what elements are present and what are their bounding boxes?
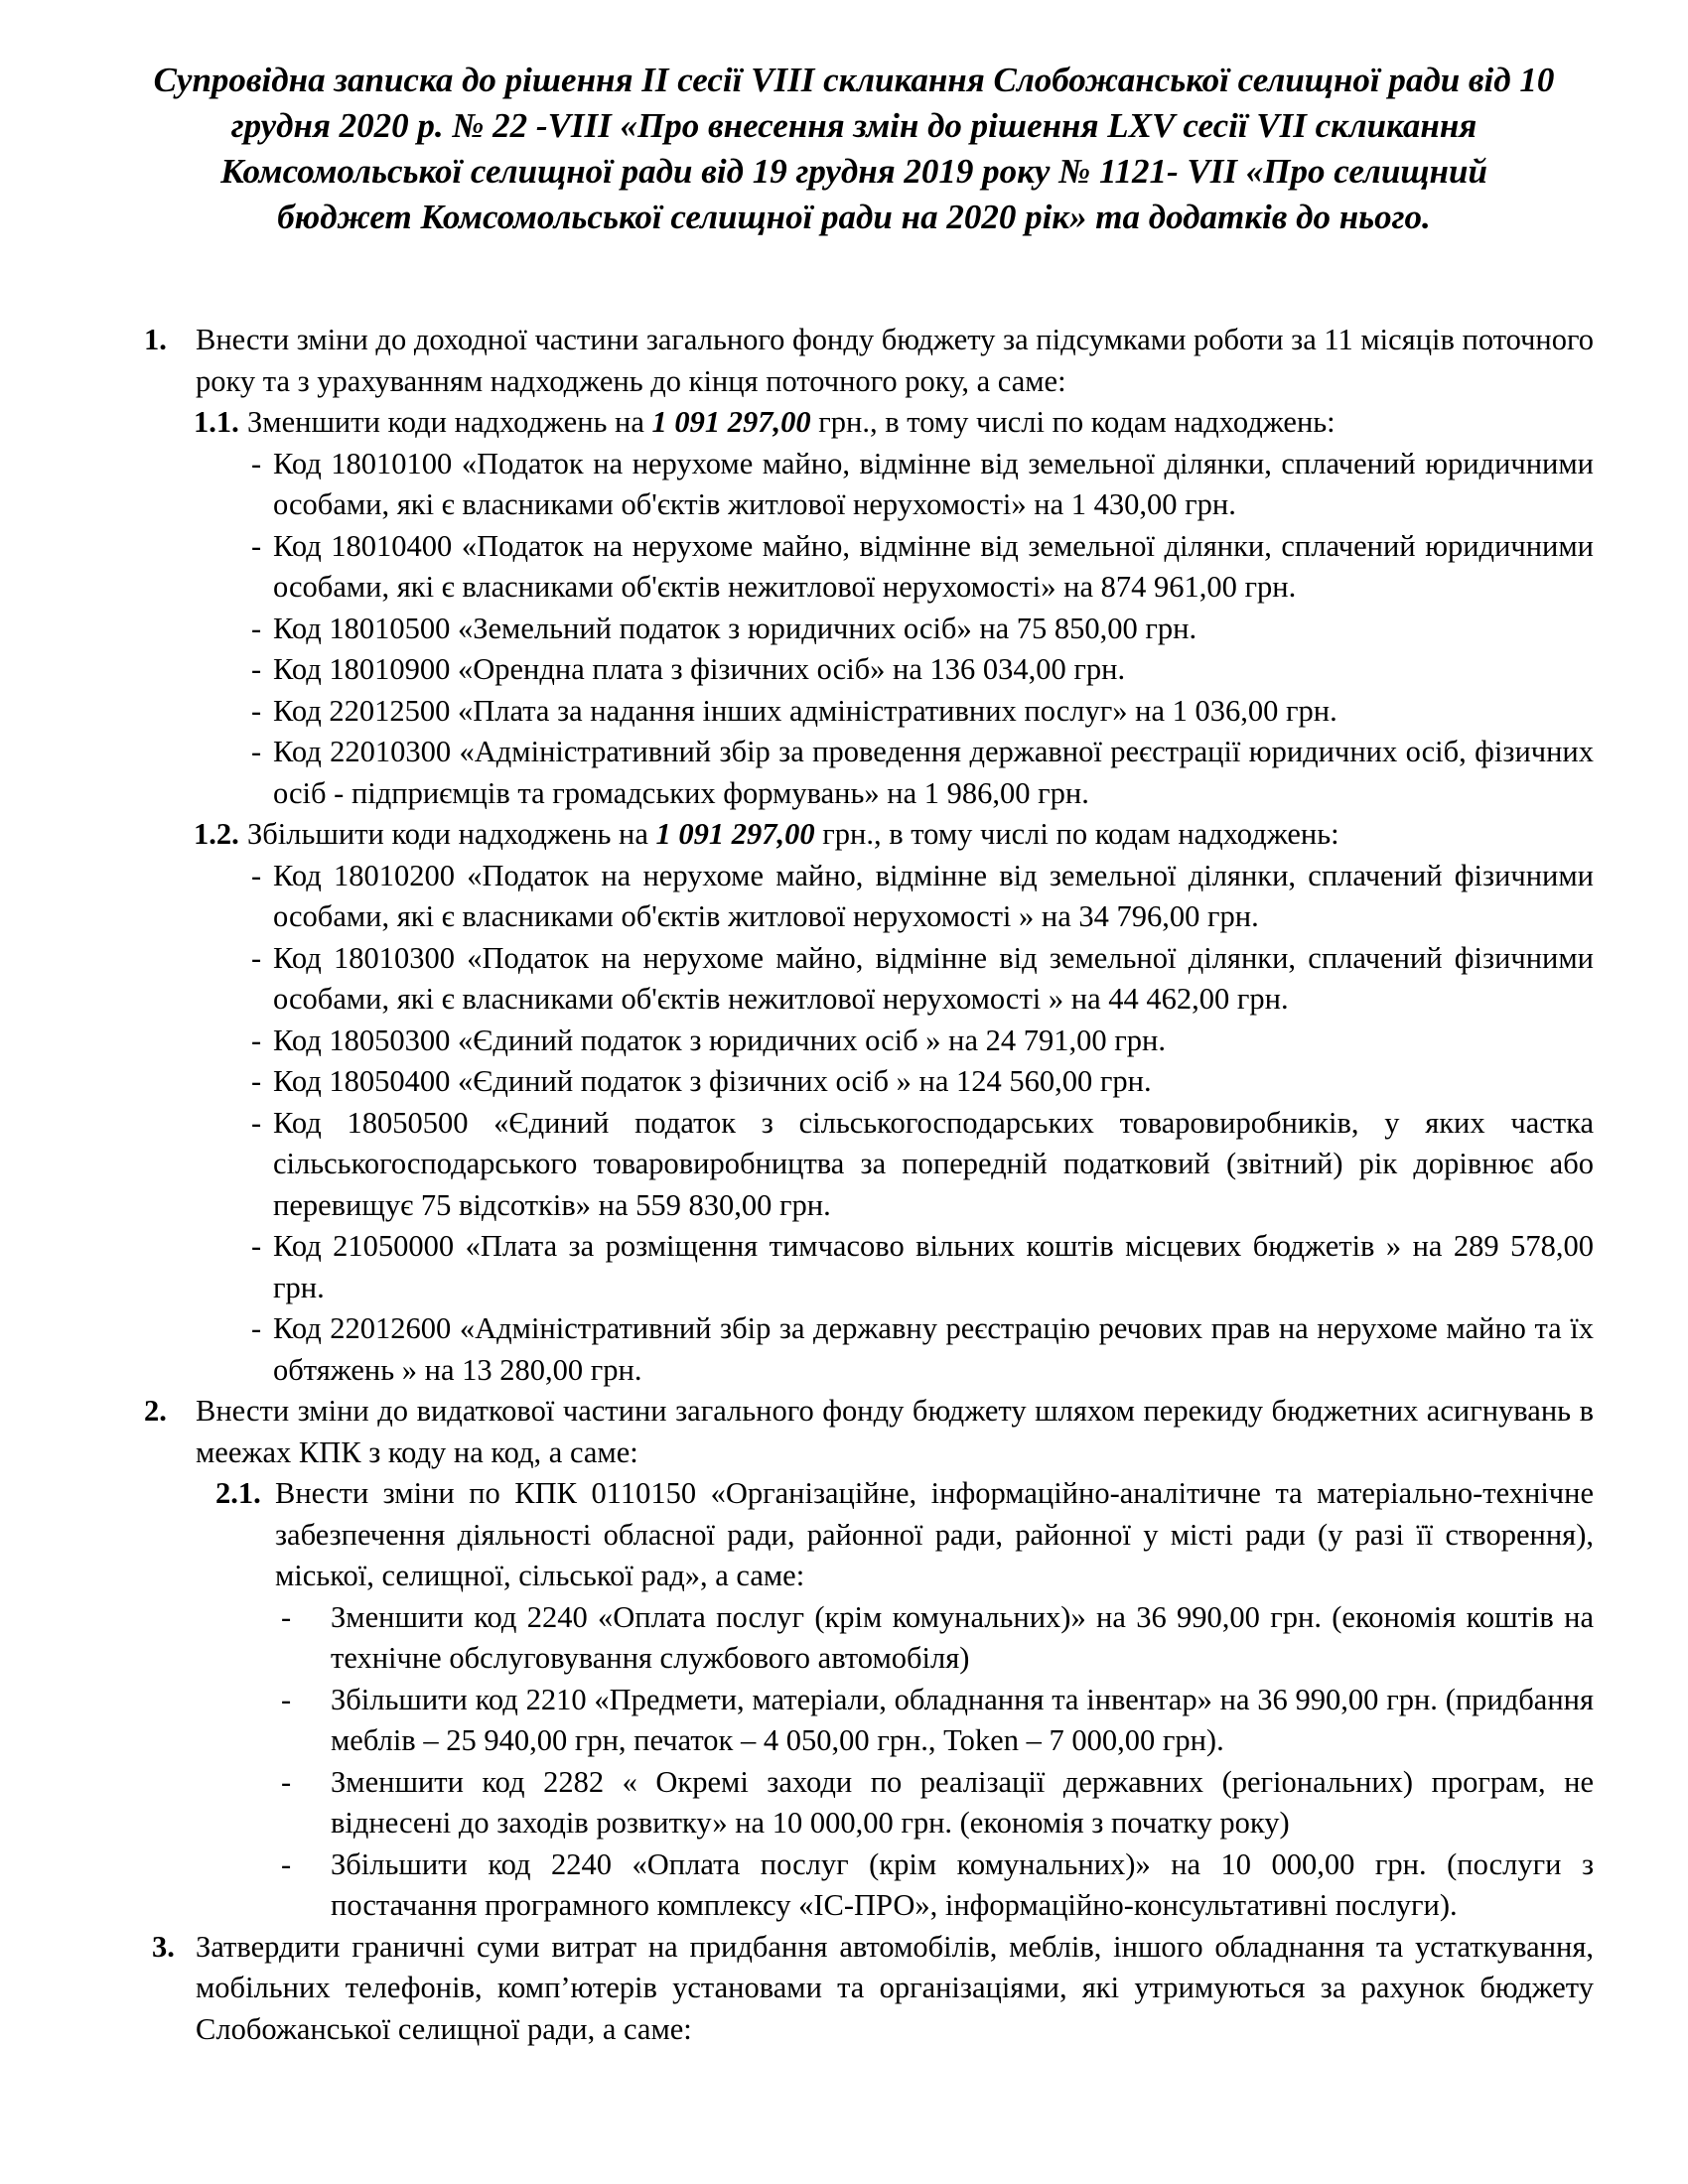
section-3 bbox=[152, 1927, 1594, 2051]
section-1 bbox=[144, 320, 1594, 402]
list-item bbox=[251, 1061, 1594, 1103]
dash-marker: - bbox=[251, 1023, 262, 1057]
subsection-1-2-number: 1.2. bbox=[194, 817, 239, 851]
list-item bbox=[251, 1226, 1594, 1308]
list-item bbox=[281, 1762, 1594, 1844]
list-item bbox=[251, 526, 1594, 609]
list-item-text: Код 18050300 «Єдиний податок з юридичних осіб » на 24 791,00 грн. bbox=[273, 1023, 1166, 1057]
subsection-2-1-number: 2.1. bbox=[215, 1476, 261, 1510]
dash-marker: - bbox=[251, 940, 262, 975]
list-item bbox=[251, 609, 1594, 650]
dash-marker: - bbox=[251, 528, 262, 563]
dash-marker: - bbox=[251, 693, 262, 728]
dash-marker: - bbox=[251, 1311, 262, 1345]
list-item bbox=[251, 1103, 1594, 1227]
list-item-text: Код 18010500 «Земельний податок з юридичних осіб» на 75 850,00 грн. bbox=[273, 611, 1197, 645]
list-item-text: Код 22012500 «Плата за надання інших адміністративних послуг» на 1 036,00 грн. bbox=[273, 693, 1337, 728]
list-item-text: Код 21050000 «Плата за розміщення тимчасово вільних коштів місцевих бюджетів » на 289 578,00 грн. bbox=[273, 1229, 1594, 1304]
document-body bbox=[0, 320, 1688, 2050]
subsection-1-2 bbox=[194, 814, 1594, 856]
dash-marker: - bbox=[251, 652, 262, 686]
dash-marker: - bbox=[251, 446, 262, 480]
document-title: Супровідна записка до рішення II сесії VIII скликання Слобожанської селищної ради від 10 грудня 2020 р. № 22 -VIII «Про внесення змін до рішення LXV сесії VII скликання Комсомольської селищної ради від 19 грудня 2019 року № 1121- VII «Про селищний бюджет Комсомольської селищної ради на 2020 рік» та додатків до нього. bbox=[153, 61, 1555, 236]
list-item bbox=[251, 691, 1594, 733]
list-item-text: Зменшити код 2282 « Окремі заходи по реалізації державних (регіональних) програм, не віднесені до заходів розвитку» на 10 000,00 грн. (економія з початку року) bbox=[331, 1764, 1594, 1840]
list-item bbox=[281, 1597, 1594, 1680]
dash-marker: - bbox=[251, 611, 262, 645]
subsection-1-1 bbox=[194, 402, 1594, 444]
list-item bbox=[251, 444, 1594, 526]
section-2 bbox=[144, 1391, 1594, 1473]
subsection-1-1-post: грн., в тому числі по кодам надходжень: bbox=[810, 405, 1336, 439]
list-item-text: Код 22012600 «Адміністративний збір за державну реєстрацію речових прав на нерухоме майно та їх обтяжень » на 13 280,00 грн. bbox=[273, 1311, 1594, 1387]
list-item-text: Збільшити код 2240 «Оплата послуг (крім комунальних)» на 10 000,00 грн. (послуги з постачання програмного комплексу «ІС-ПРО», інформаційно-консультативні послуги). bbox=[331, 1846, 1594, 1922]
subsection-1-2-amount: 1 091 297,00 bbox=[655, 817, 815, 851]
dash-marker: - bbox=[281, 1682, 292, 1716]
list-item bbox=[281, 1680, 1594, 1762]
section-3-number: 3. bbox=[152, 1929, 175, 1964]
list-item bbox=[251, 938, 1594, 1021]
dash-marker: - bbox=[281, 1764, 292, 1799]
list-item-text: Код 18010100 «Податок на нерухоме майно, відмінне від земельної ділянки, сплачений юридичними особами, які є власниками об'єктів житлової нерухомості» на 1 430,00 грн. bbox=[273, 446, 1594, 521]
dash-marker: - bbox=[251, 735, 262, 768]
list-item-text: Код 18050500 «Єдиний податок з сільськогосподарських товаровиробників, у яких частка сільськогосподарського товаровиробництва за попередній податковий (звітний) рік дорівнює або перевищує 75 відсотків» на 559 830,00 грн. bbox=[273, 1105, 1594, 1222]
dash-marker: - bbox=[251, 1229, 262, 1263]
list-item-text: Код 18010900 «Орендна плата з фізичних осіб» на 136 034,00 грн. bbox=[273, 652, 1126, 686]
section-1-text: Внести зміни до доходної частини загального фонду бюджету за підсумками роботи за 11 місяців поточного року та з урахуванням надходжень до кінця поточного року, а саме: bbox=[196, 323, 1594, 398]
section-3-text: Затвердити граничні суми витрат на придбання автомобілів, меблів, іншого обладнання та устаткування, мобільних телефонів, комп’ютерів установами та організаціями, які утримуються за рахунок бюджету Слобожанської селищної ради, а саме: bbox=[196, 1929, 1594, 2046]
subsection-1-1-number: 1.1. bbox=[194, 405, 239, 439]
section-2-text: Внести зміни до видаткової частини загального фонду бюджету шляхом перекиду бюджетних асигнувань в меежах КПК з коду на код, а саме: bbox=[196, 1394, 1594, 1469]
list-item-text: Код 18010400 «Податок на нерухоме майно, відмінне від земельної ділянки, сплачений юридичними особами, які є власниками об'єктів нежитлової нерухомості» на 874 961,00 грн. bbox=[273, 528, 1594, 604]
list-item bbox=[251, 732, 1594, 814]
dash-marker: - bbox=[281, 1846, 292, 1881]
list-item-text: Код 18010200 «Податок на нерухоме майно, відмінне від земельної ділянки, сплачений фізичними особами, які є власниками об'єктів житлової нерухомості » на 34 796,00 грн. bbox=[273, 858, 1594, 933]
list-item bbox=[281, 1844, 1594, 1927]
list-item-text: Код 22010300 «Адміністративний збір за проведення державної реєстрації юридичних осіб, фізичних осіб - підприємців та громадських формувань» на 1 986,00 грн. bbox=[273, 735, 1594, 810]
list-item-text: Зменшити код 2240 «Оплата послуг (крім комунальних)» на 36 990,00 грн. (економія коштів на технічне обслуговування службового автомобіля) bbox=[331, 1599, 1594, 1675]
subsection-1-2-pre: Збільшити коди надходжень на bbox=[247, 817, 656, 851]
subsection-1-1-pre: Зменшити коди надходжень на bbox=[247, 405, 652, 439]
list-item bbox=[251, 1021, 1594, 1062]
list-item bbox=[251, 856, 1594, 938]
dash-marker: - bbox=[251, 858, 262, 892]
list-item-text: Збільшити код 2210 «Предмети, матеріали, обладнання та інвентар» на 36 990,00 грн. (придбання меблів – 25 940,00 грн, печаток – 4 050,00 грн., Token – 7 000,00 грн). bbox=[331, 1682, 1594, 1757]
subsection-2-1 bbox=[215, 1473, 1594, 1597]
subsection-1-2-post: грн., в тому числі по кодам надходжень: bbox=[814, 817, 1339, 851]
dash-marker: - bbox=[251, 1105, 262, 1140]
section-2-number: 2. bbox=[144, 1394, 167, 1428]
subsection-2-1-text: Внести зміни по КПК 0110150 «Організаційне, інформаційно-аналітичне та матеріально-технічне забезпечення діяльності обласної ради, районної ради, районної у місті ради (у разі її створення), міської, селищної, сільської рад», а саме: bbox=[275, 1476, 1594, 1592]
dash-marker: - bbox=[281, 1599, 292, 1634]
list-item bbox=[251, 1308, 1594, 1391]
list-item-text: Код 18050400 «Єдиний податок з фізичних осіб » на 124 560,00 грн. bbox=[273, 1064, 1152, 1098]
list-item-text: Код 18010300 «Податок на нерухоме майно, відмінне від земельної ділянки, сплачений фізичними особами, які є власниками об'єктів нежитлової нерухомості » на 44 462,00 грн. bbox=[273, 940, 1594, 1016]
subsection-1-1-amount: 1 091 297,00 bbox=[651, 405, 811, 439]
section-1-number: 1. bbox=[144, 323, 167, 356]
list-item bbox=[251, 649, 1594, 691]
dash-marker: - bbox=[251, 1064, 262, 1098]
